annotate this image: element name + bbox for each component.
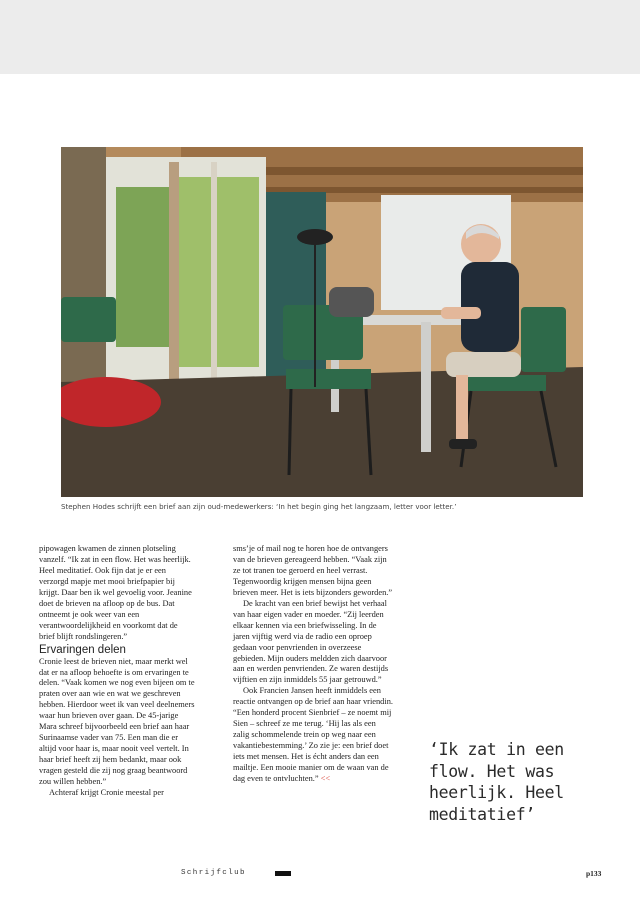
section-heading: Ervaringen delen <box>39 643 126 656</box>
photo-caption: Stephen Hodes schrijft een brief aan zijn oud-medewerkers: ‘In het begin ging het langzaam, letter voor letter.’ <box>61 502 457 511</box>
man-writing-letter-photo <box>61 147 583 497</box>
article-paragraph: sms’je of mail nog te horen hoe de ontvangers van de brieven gereageerd hebben. “Vaak zijn ze tot tranen toe geroerd en heel verrast. Tegenwoordig krijgen mensen bijna geen brieven meer. Het is iets bijzonders geworden.” <box>233 544 393 597</box>
article-paragraph <box>233 686 393 785</box>
article-paragraph: pipowagen kwamen de zinnen plotseling vanzelf. “Ik zat in een flow. Het was heerlijk. Heel meditatief. Ook fijn dat je er een verzorgd mapje met mooi briefpapier bij krijgt. Daar ben ik wel gevoelig voor. Jeanine doet de brieven na afloop op de bus. Dat ontneemt je ook weer van een verantwoordelijkheid en voorkomt dat de brief blijft rondslingeren.” <box>39 544 192 641</box>
magazine-page <box>0 74 640 898</box>
article-paragraph: De kracht van een brief bewijst het verhaal van haar eigen vader en moeder. “Zij leerden elkaar kennen via een briefwisseling. In de jaren vijftig werd via de radio een oproep gedaan voor penvrienden in overzeese gebieden. Mijn ouders meldden zich daarvoor aan en werden penvrienden. Ze waren destijds vijftien en zijn inmiddels 55 jaar getrouwd.” <box>233 598 389 685</box>
footer-section-name: Schrijfclub <box>181 869 246 877</box>
pull-quote: ‘Ik zat in een flow. Het was heerlijk. Heel meditatief’ <box>429 740 564 824</box>
article-paragraph: Cronie leest de brieven niet, maar merkt wel dat er na afloop behoefte is om ervaringen te delen. “Vaak komen we nog even bijeen om te praten over aan wie en wat we geschreven hebben. Hierdoor weet ik van veel deelnemers waar hun brieven over gaan. De 45-jarige Mara schreef bijvoorbeeld een brief aan haar Surinaamse vader van 75. Een man die er altijd voor haar is, maar nooit veel vertelt. In haar brief heeft zij hem bedankt, maar ook vragen gesteld die zij nog graag beantwoord zou willen hebben.” <box>39 656 195 787</box>
article-column-1 <box>39 544 195 799</box>
article-paragraph: Achteraf krijgt Cronie meestal per <box>49 788 164 798</box>
page-number: p133 <box>586 869 602 878</box>
article-column-2 <box>233 544 393 785</box>
footer-divider-bar <box>275 871 291 876</box>
article-paragraph-text: Ook Francien Jansen heeft inmiddels een reactie ontvangen op de brief aan haar vriendin. “Een honderd procent Sienbrief – ze noemt mij Sien – schreef ze me terug. ‘Hij las als een zalig schommelende trein op weg naar een vakantiebestemming.’ Zo zie je: een brief doet iets met mensen. Het is écht anders dan een mailtje. Een mooie manier om de waan van de dag even te ontvluchten.” <box>233 686 393 784</box>
end-mark-icon: << <box>320 774 331 784</box>
photo-illustration <box>61 147 583 497</box>
